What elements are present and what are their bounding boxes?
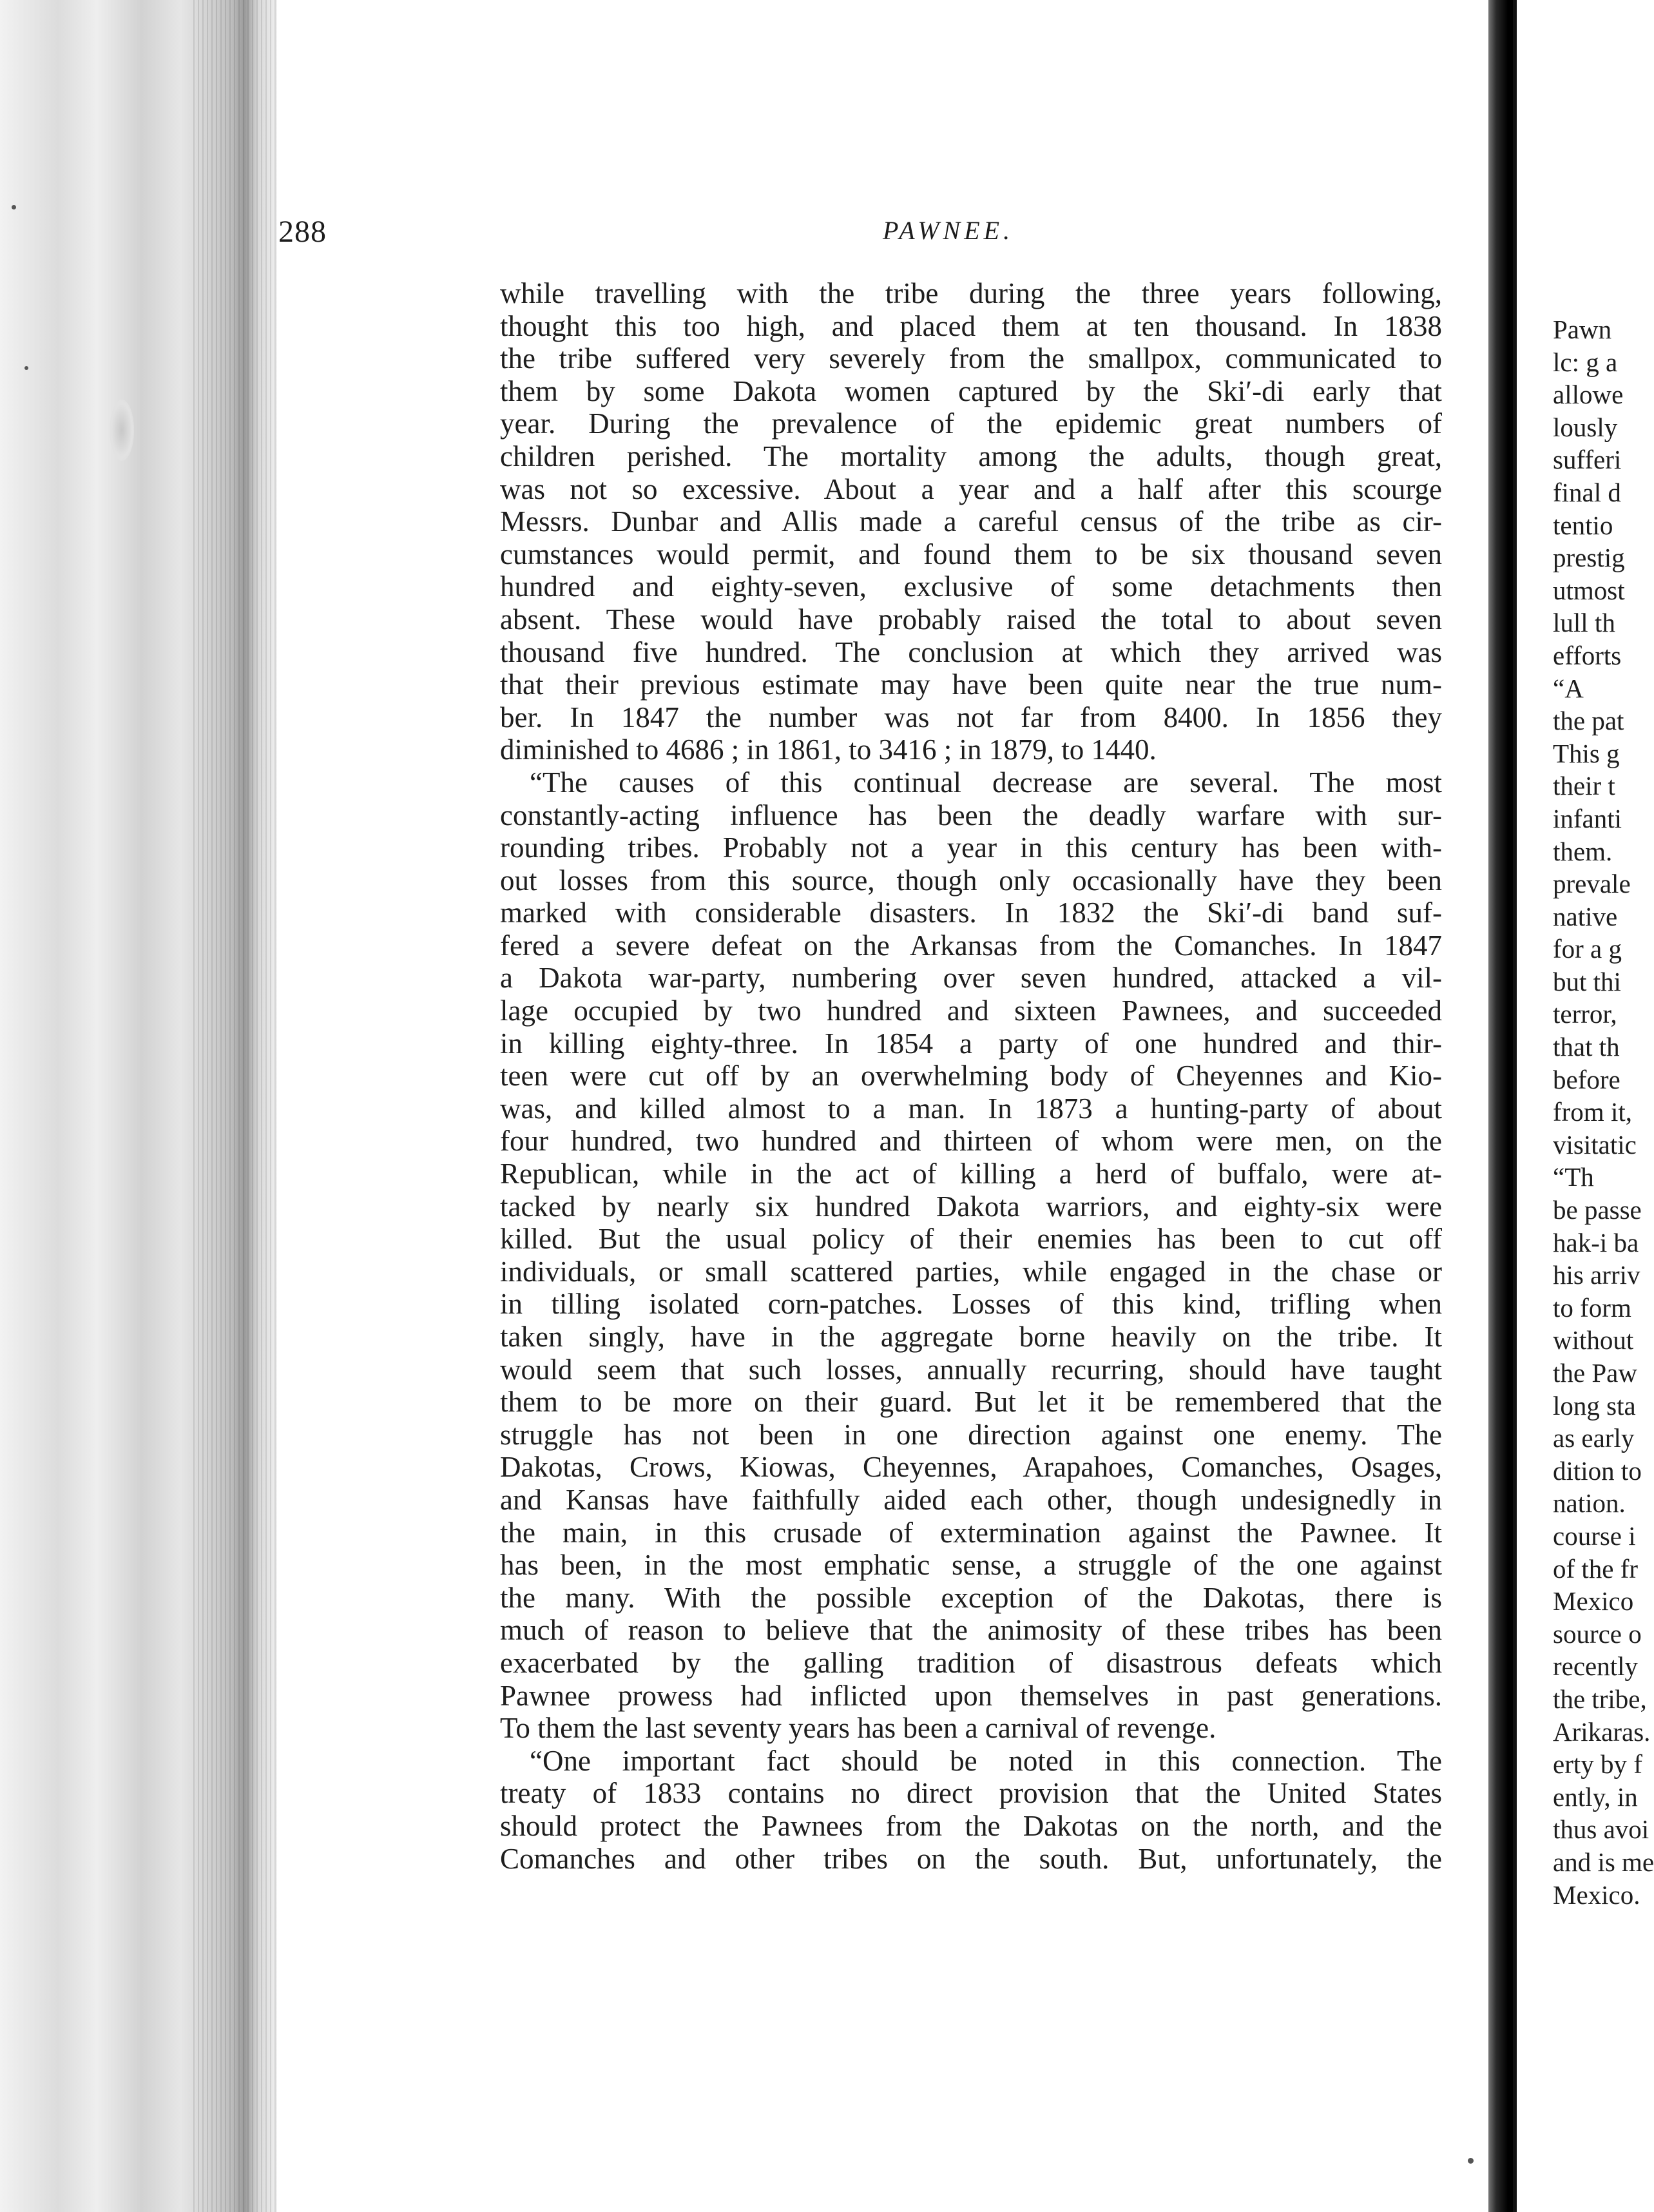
right-text-line: source o bbox=[1553, 1618, 1642, 1649]
right-text-line: before bbox=[1553, 1064, 1620, 1094]
right-text-line: but thi bbox=[1553, 966, 1621, 996]
text-line: ber. In 1847 the number was not far from 8400. In 1856 they bbox=[500, 701, 1442, 733]
right-text-line: from it, bbox=[1553, 1097, 1632, 1127]
text-line: taken singly, have in the aggregate borne heavily on the tribe. It bbox=[500, 1321, 1442, 1353]
text-line: much of reason to believe that the animosity of these tribes has been bbox=[500, 1614, 1442, 1647]
text-line: in tilling isolated corn-patches. Losses of this kind, trifling when bbox=[500, 1288, 1442, 1321]
text-line: and Kansas have faithfully aided each other, though undesignedly in bbox=[500, 1483, 1442, 1516]
right-text-line: erty by f bbox=[1553, 1749, 1642, 1780]
body-text bbox=[500, 277, 1442, 1875]
text-line: absent. These would have probably raised the total to about seven bbox=[500, 603, 1442, 635]
text-line: struggle has not been in one direction against one enemy. The bbox=[500, 1418, 1442, 1451]
right-text-line: the Paw bbox=[1553, 1358, 1637, 1388]
text-line: killed. But the usual policy of their enemies has been to cut off bbox=[500, 1223, 1442, 1256]
right-text-line: efforts bbox=[1553, 640, 1622, 670]
text-line: Messrs. Dunbar and Allis made a careful census of the tribe as cir- bbox=[500, 505, 1442, 538]
dust-speck bbox=[12, 205, 16, 209]
right-text-line: their t bbox=[1553, 771, 1615, 801]
right-text-line: to form bbox=[1553, 1292, 1631, 1323]
text-line: To them the last seventy years has been a carnival of revenge. bbox=[500, 1712, 1216, 1745]
dust-speck bbox=[1468, 2158, 1474, 2164]
binding-gutter bbox=[1488, 0, 1508, 2212]
text-line: fered a severe defeat on the Arkansas from the Comanches. In 1847 bbox=[500, 929, 1442, 962]
right-text-line: sufferi bbox=[1553, 445, 1622, 475]
text-line: treaty of 1833 contains no direct provision that the United States bbox=[500, 1777, 1442, 1810]
page-edge-lines bbox=[193, 0, 277, 2212]
right-text-line: them. bbox=[1553, 836, 1613, 866]
dust-speck bbox=[24, 366, 28, 370]
right-text-line: hak-i ba bbox=[1553, 1227, 1639, 1257]
right-text-line: the pat bbox=[1553, 706, 1624, 736]
text-line: while travelling with the tribe during the three years following, bbox=[500, 277, 1442, 309]
text-line: “One important fact should be noted in this connection. The bbox=[530, 1744, 1442, 1777]
right-text-line: be passe bbox=[1553, 1195, 1642, 1225]
text-line: them to be more on their guard. But let it be remembered that the bbox=[500, 1386, 1442, 1419]
right-text-line: recently bbox=[1553, 1651, 1639, 1682]
right-text-line: as early bbox=[1553, 1423, 1635, 1453]
right-text-line: final d bbox=[1553, 477, 1621, 507]
right-text-line: long sta bbox=[1553, 1390, 1636, 1421]
text-line: marked with considerable disasters. In 1832 the Ski′-di band suf- bbox=[500, 897, 1442, 929]
right-text-line: visitatic bbox=[1553, 1129, 1637, 1159]
text-line: thousand five hundred. The conclusion at which they arrived was bbox=[500, 635, 1442, 668]
right-text-line: that th bbox=[1553, 1032, 1620, 1062]
right-text-line: “A bbox=[1553, 673, 1584, 703]
right-text-line: Arikaras. bbox=[1553, 1716, 1651, 1747]
right-page-text bbox=[1553, 313, 1654, 1911]
text-line: individuals, or small scattered parties, while engaged in the chase or bbox=[500, 1255, 1442, 1288]
right-text-line: tentio bbox=[1553, 510, 1613, 540]
right-text-line: without bbox=[1553, 1325, 1634, 1355]
right-text-line: nation. bbox=[1553, 1488, 1626, 1518]
text-line: exacerbated by the galling tradition of disastrous defeats which bbox=[500, 1646, 1442, 1679]
right-text-line: ently, in bbox=[1553, 1781, 1638, 1812]
text-line: hundred and eighty-seven, exclusive of some detachments then bbox=[500, 570, 1442, 603]
right-text-line: the tribe, bbox=[1553, 1683, 1647, 1714]
right-text-line: infanti bbox=[1553, 803, 1622, 833]
text-line: “The causes of this continual decrease are several. The most bbox=[530, 766, 1442, 799]
text-line: them by some Dakota women captured by the Ski′-di early that bbox=[500, 374, 1442, 407]
running-head: PAWNEE. bbox=[883, 216, 1014, 245]
right-text-line: “Th bbox=[1553, 1162, 1594, 1192]
right-text-line: of the fr bbox=[1553, 1553, 1639, 1584]
text-line: year. During the prevalence of the epidemic great numbers of bbox=[500, 407, 1442, 440]
right-text-line: and is me bbox=[1553, 1847, 1654, 1877]
text-line: out losses from this source, though only occasionally have they been bbox=[500, 864, 1442, 897]
text-line: the main, in this crusade of extermination against the Pawnee. It bbox=[500, 1516, 1442, 1549]
text-line: constantly-acting influence has been the deadly warfare with sur- bbox=[500, 799, 1442, 831]
page-number: 288 bbox=[278, 215, 327, 249]
text-line: would seem that such losses, annually recurring, should have taught bbox=[500, 1353, 1442, 1386]
right-text-line: his arriv bbox=[1553, 1260, 1640, 1290]
text-line: cumstances would permit, and found them to be six thousand seven bbox=[500, 538, 1442, 570]
right-text-line: prevale bbox=[1553, 869, 1631, 899]
right-text-line: lull th bbox=[1553, 608, 1615, 638]
right-text-line: prestig bbox=[1553, 543, 1625, 573]
text-line: the tribe suffered very severely from the smallpox, communicated to bbox=[500, 342, 1442, 375]
text-line: Dakotas, Crows, Kiowas, Cheyennes, Arapahoes, Comanches, Osages, bbox=[500, 1451, 1442, 1484]
text-line: children perished. The mortality among the adults, though great, bbox=[500, 440, 1442, 472]
right-text-line: course i bbox=[1553, 1520, 1636, 1551]
right-text-line: allowe bbox=[1553, 380, 1624, 410]
text-line: teen were cut off by an overwhelming body of Cheyennes and Kio- bbox=[500, 1060, 1442, 1092]
text-line: rounding tribes. Probably not a year in this century has been with- bbox=[500, 831, 1442, 864]
text-line: that their previous estimate may have been quite near the true num- bbox=[500, 668, 1442, 701]
right-text-line: dition to bbox=[1553, 1455, 1642, 1486]
text-line: diminished to 4686 ; in 1861, to 3416 ; in 1879, to 1440. bbox=[500, 733, 1157, 766]
right-text-line: terror, bbox=[1553, 999, 1617, 1029]
text-line: was not so excessive. About a year and a half after this scourge bbox=[500, 472, 1442, 505]
right-text-line: lously bbox=[1553, 412, 1618, 442]
text-line: has been, in the most emphatic sense, a struggle of the one against bbox=[500, 1549, 1442, 1582]
right-text-line: Pawn bbox=[1553, 315, 1612, 344]
right-text-line: Mexico bbox=[1553, 1586, 1634, 1616]
text-line: the many. With the possible exception of the Dakotas, there is bbox=[500, 1581, 1442, 1614]
right-text-line: lc: g a bbox=[1553, 347, 1618, 377]
text-line: was, and killed almost to a man. In 1873 a hunting-party of about bbox=[500, 1092, 1442, 1125]
right-text-line: This g bbox=[1553, 738, 1620, 768]
text-line: thought this too high, and placed them at ten thousand. In 1838 bbox=[500, 309, 1442, 342]
page-edge-smudge bbox=[110, 400, 134, 461]
text-line: tacked by nearly six hundred Dakota warriors, and eighty-six were bbox=[500, 1190, 1442, 1223]
text-line: four hundred, two hundred and thirteen of whom were men, on the bbox=[500, 1125, 1442, 1158]
text-line: a Dakota war-party, numbering over seven hundred, attacked a vil- bbox=[500, 962, 1442, 994]
text-line: in killing eighty-three. In 1854 a party of one hundred and thir- bbox=[500, 1027, 1442, 1060]
right-text-line: utmost bbox=[1553, 575, 1625, 605]
right-text-line: for a g bbox=[1553, 934, 1622, 964]
text-line: lage occupied by two hundred and sixteen Pawnees, and succeeded bbox=[500, 994, 1442, 1027]
right-text-line: native bbox=[1553, 901, 1618, 931]
text-line: should protect the Pawnees from the Dakotas on the north, and the bbox=[500, 1809, 1442, 1842]
text-line: Republican, while in the act of killing a herd of buffalo, were at- bbox=[500, 1158, 1442, 1190]
right-text-line: Mexico. bbox=[1553, 1879, 1640, 1910]
right-text-line: thus avoi bbox=[1553, 1814, 1649, 1845]
text-line: Pawnee prowess had inflicted upon themselves in past generations. bbox=[500, 1679, 1442, 1712]
text-line: Comanches and other tribes on the south. But, unfortunately, the bbox=[500, 1842, 1442, 1875]
